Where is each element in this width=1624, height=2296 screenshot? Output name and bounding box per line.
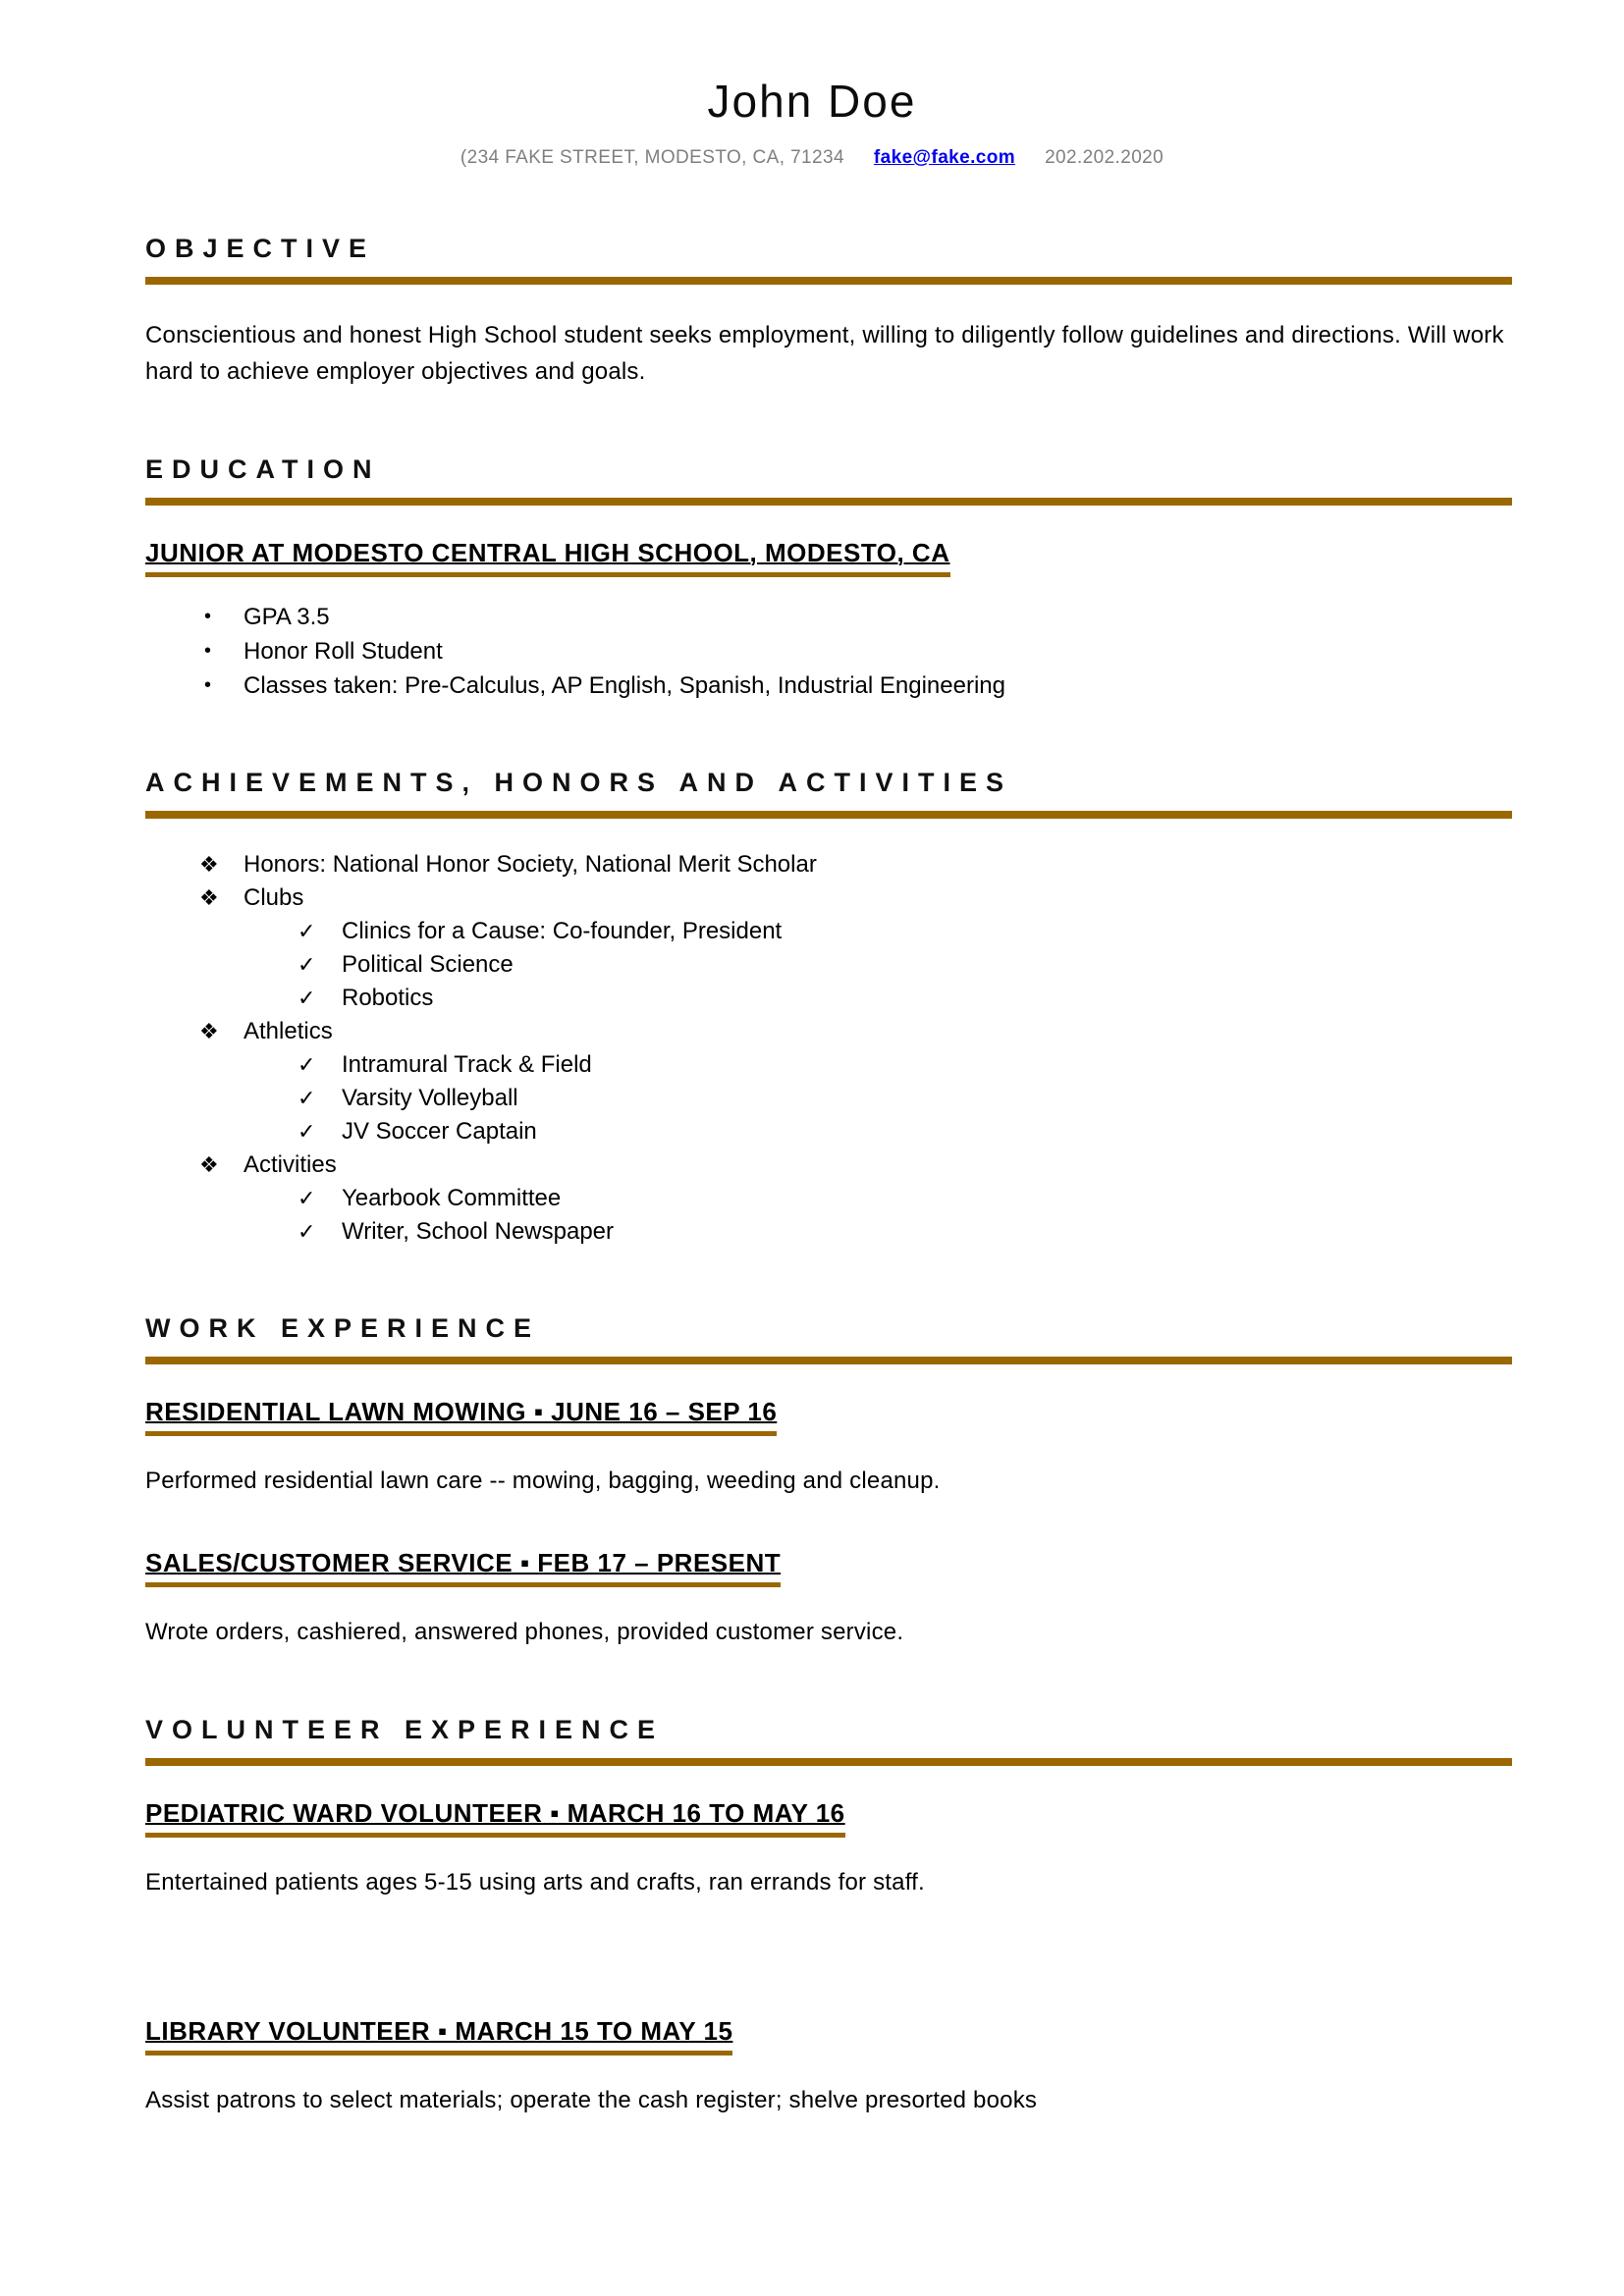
list-item	[145, 848, 1512, 881]
check-bullet-icon: ✓	[298, 1086, 316, 1110]
job-title: SALES/CUSTOMER SERVICE ▪ FEB 17 – PRESENT	[145, 1548, 781, 1587]
section-education	[145, 454, 1512, 703]
volunteer-title: PEDIATRIC WARD VOLUNTEER ▪ MARCH 16 TO MAY 16	[145, 1798, 845, 1838]
diamond-bullet-icon: ❖	[199, 852, 219, 877]
diamond-bullet-icon: ❖	[199, 1019, 219, 1043]
achievement-text: Honors: National Honor Society, National Merit Scholar	[244, 851, 817, 878]
job-description: Wrote orders, cashiered, answered phones, provided customer service.	[145, 1619, 904, 1645]
education-bullet-text: GPA 3.5	[244, 604, 330, 630]
diamond-bullet-icon: ❖	[199, 1152, 219, 1177]
resume-body	[145, 234, 1512, 2118]
job-description: Performed residential lawn care -- mowing, bagging, weeding and cleanup.	[145, 1468, 941, 1494]
section-divider	[145, 1357, 1512, 1364]
list-item	[145, 1115, 1512, 1148]
achievement-text: Intramural Track & Field	[342, 1051, 592, 1078]
contact-line	[0, 147, 1624, 169]
achievement-text: Clinics for a Cause: Co-founder, President	[342, 918, 783, 944]
check-bullet-icon: ✓	[298, 986, 316, 1010]
check-bullet-icon: ✓	[298, 919, 316, 943]
list-item	[145, 1215, 1512, 1249]
education-school-title: JUNIOR AT MODESTO CENTRAL HIGH SCHOOL, MODESTO, CA	[145, 538, 950, 577]
objective-text: Conscientious and honest High School student seeks employment, willing to diligently follow guidelines and directions. Will work hard to achieve employer objectives and goals.	[145, 322, 1504, 385]
volunteer-description: Entertained patients ages 5-15 using arts and crafts, ran errands for staff.	[145, 1869, 925, 1896]
section-achievements	[145, 768, 1512, 1249]
section-volunteer-experience	[145, 1715, 1512, 2118]
list-item	[145, 881, 1512, 915]
list-item	[145, 634, 1512, 668]
volunteer-title: LIBRARY VOLUNTEER ▪ MARCH 15 TO MAY 15	[145, 2016, 732, 2056]
list-item	[145, 668, 1512, 703]
section-divider	[145, 1758, 1512, 1766]
work-heading: WORK EXPERIENCE	[145, 1313, 541, 1343]
achievement-text: Robotics	[342, 985, 434, 1011]
candidate-name: John Doe	[707, 76, 917, 127]
list-item	[145, 1082, 1512, 1115]
volunteer-heading: VOLUNTEER EXPERIENCE	[145, 1715, 665, 1744]
job-title: RESIDENTIAL LAWN MOWING ▪ JUNE 16 – SEP 16	[145, 1397, 777, 1436]
list-item	[145, 948, 1512, 982]
email-link[interactable]: fake@fake.com	[873, 147, 1016, 168]
list-item	[145, 1048, 1512, 1082]
education-bullet-text: Honor Roll Student	[244, 638, 443, 665]
list-item	[145, 982, 1512, 1015]
education-bullet-list	[145, 600, 1512, 703]
contact-address: (234 FAKE STREET, MODESTO, CA, 71234	[460, 147, 844, 168]
achievement-text: Varsity Volleyball	[342, 1085, 518, 1111]
check-bullet-icon: ✓	[298, 1052, 316, 1077]
section-objective	[145, 234, 1512, 390]
volunteer-description: Assist patrons to select materials; operate the cash register; shelve presorted books	[145, 2087, 1038, 2113]
check-bullet-icon: ✓	[298, 1186, 316, 1210]
check-bullet-icon: ✓	[298, 952, 316, 977]
section-work-experience	[145, 1313, 1512, 1650]
achievement-text: Yearbook Committee	[342, 1185, 562, 1211]
education-heading: EDUCATION	[145, 454, 381, 484]
list-item	[145, 1182, 1512, 1215]
bullet-icon: •	[204, 640, 212, 662]
section-divider	[145, 498, 1512, 506]
achievement-text: Political Science	[342, 951, 514, 978]
objective-heading: OBJECTIVE	[145, 234, 376, 263]
check-bullet-icon: ✓	[298, 1219, 316, 1244]
achievement-text: Activities	[244, 1151, 337, 1178]
education-bullet-text: Classes taken: Pre-Calculus, AP English, Spanish, Industrial Engineering	[244, 672, 1005, 699]
list-item	[145, 1148, 1512, 1182]
list-item	[145, 915, 1512, 948]
list-item	[145, 600, 1512, 634]
achievements-list	[145, 848, 1512, 1249]
section-divider	[145, 277, 1512, 285]
bullet-icon: •	[204, 674, 212, 696]
contact-phone: 202.202.2020	[1045, 147, 1164, 168]
bullet-icon: •	[204, 606, 212, 627]
achievement-text: JV Soccer Captain	[342, 1118, 537, 1145]
achievement-text: Clubs	[244, 884, 304, 911]
achievements-heading: ACHIEVEMENTS, HONORS AND ACTIVITIES	[145, 768, 1013, 797]
list-item	[145, 1015, 1512, 1048]
achievement-text: Writer, School Newspaper	[342, 1218, 615, 1245]
resume-header	[0, 0, 1624, 169]
diamond-bullet-icon: ❖	[199, 885, 219, 910]
achievement-text: Athletics	[244, 1018, 333, 1044]
check-bullet-icon: ✓	[298, 1119, 316, 1144]
section-divider	[145, 811, 1512, 819]
